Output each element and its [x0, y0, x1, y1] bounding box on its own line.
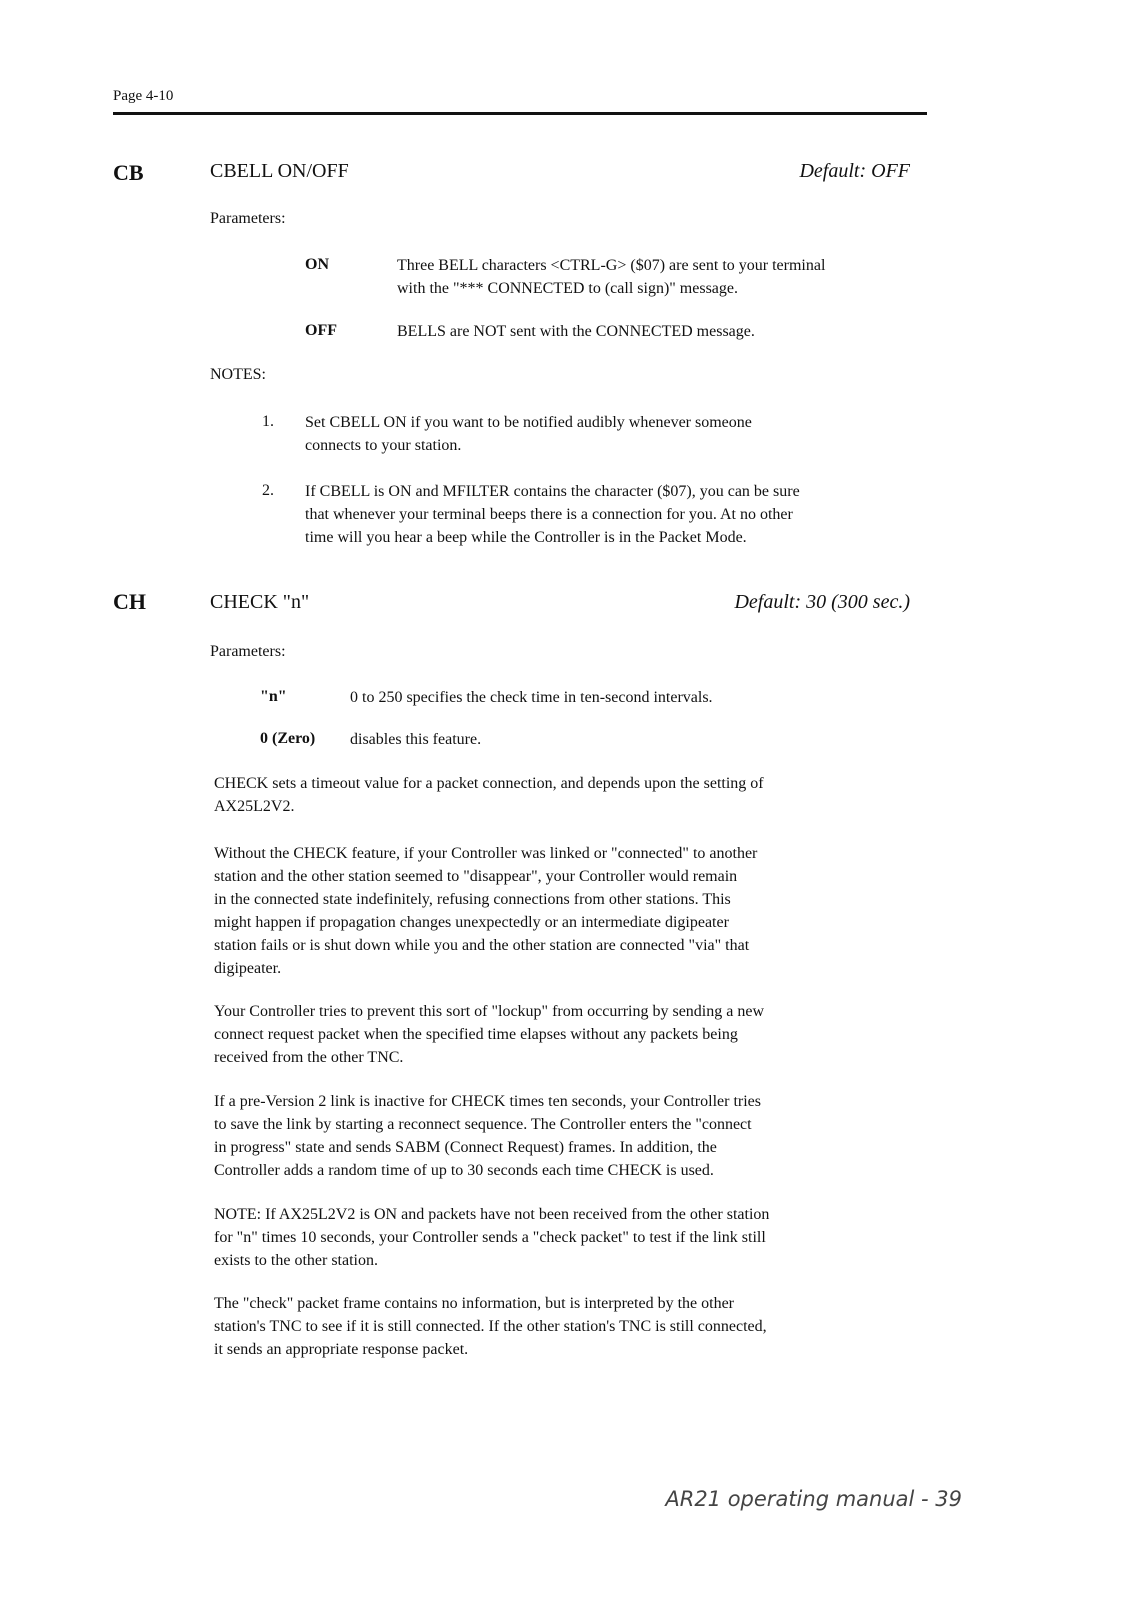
ch-paragraph-3: Your Controller tries to prevent this sort of "lockup" from occurring by sending a new connect request packet when the specified time elapses without any packets being received from the other TNC. — [214, 1003, 765, 1066]
cb-param-on-name: ON — [305, 256, 329, 273]
ch-default: Default: 30 (300 sec.) — [734, 591, 910, 613]
ch-code: CH — [113, 589, 146, 614]
cb-parameters-label: Parameters: — [210, 210, 286, 227]
cb-notes-label: NOTES: — [210, 366, 266, 383]
header-rule — [113, 112, 927, 115]
cb-code: CB — [113, 160, 144, 185]
cb-param-on-desc: Three BELL characters <CTRL-G> ($07) are sent to your terminal with the "*** CONNECTED to (call sign)" message. — [397, 257, 826, 297]
cb-param-off-name: OFF — [305, 322, 337, 339]
cb-note-2-text: If CBELL is ON and MFILTER contains the character ($07), you can be sure that whenever your terminal beeps there is a connection for you. At no other time will you hear a beep while the Controller is in the Packet Mode. — [305, 483, 800, 546]
ch-paragraph-5: NOTE: If AX25L2V2 is ON and packets have not been received from the other station for "n" times 10 seconds, your Controller sends a "check packet" to test if the link still exists to the other station. — [214, 1206, 770, 1269]
cb-note-1-text: Set CBELL ON if you want to be notified audibly whenever someone connects to your station. — [305, 414, 752, 454]
ch-paragraph-4: If a pre-Version 2 link is inactive for CHECK times ten seconds, your Controller tries to save the link by starting a reconnect sequence. The Controller enters the "connect in progress" state and sends SABM (Connect Request) frames. In addition, the Controller adds a random time of up to 30 seconds each time CHECK is used. — [214, 1093, 761, 1179]
footer-text: AR21 operating manual - 39 — [665, 1487, 962, 1511]
cb-title: CBELL ON/OFF — [210, 160, 349, 182]
ch-param-zero-name: 0 (Zero) — [260, 730, 316, 747]
ch-paragraph-2: Without the CHECK feature, if your Controller was linked or "connected" to another station and the other station seemed to "disappear", your Controller would remain in the connected state indefinitely, refusing connections from other stations. This might happen if propagation changes unexpectedly or an intermediate digipeater station fails or is shut down while you and the other station are connected "via" that digipeater. — [214, 845, 758, 977]
ch-parameters-label: Parameters: — [210, 643, 286, 660]
ch-paragraph-1: CHECK sets a timeout value for a packet connection, and depends upon the setting of AX25L2V2. — [214, 775, 764, 815]
ch-title: CHECK "n" — [210, 591, 310, 613]
ch-param-zero-desc: disables this feature. — [350, 731, 482, 748]
ch-param-n-name: "n" — [260, 688, 287, 705]
ch-param-n-desc: 0 to 250 specifies the check time in ten-second intervals. — [350, 689, 713, 706]
cb-param-off-desc: BELLS are NOT sent with the CONNECTED message. — [397, 323, 755, 340]
cb-note-2-num: 2. — [262, 482, 274, 499]
cb-note-1-num: 1. — [262, 413, 274, 430]
cb-default: Default: OFF — [799, 160, 910, 182]
ch-paragraph-6: The "check" packet frame contains no information, but is interpreted by the other station's TNC to see if it is still connected. If the other station's TNC is still connected, it sends an appropriate response packet. — [214, 1295, 767, 1358]
page-label: Page 4-10 — [113, 88, 174, 104]
